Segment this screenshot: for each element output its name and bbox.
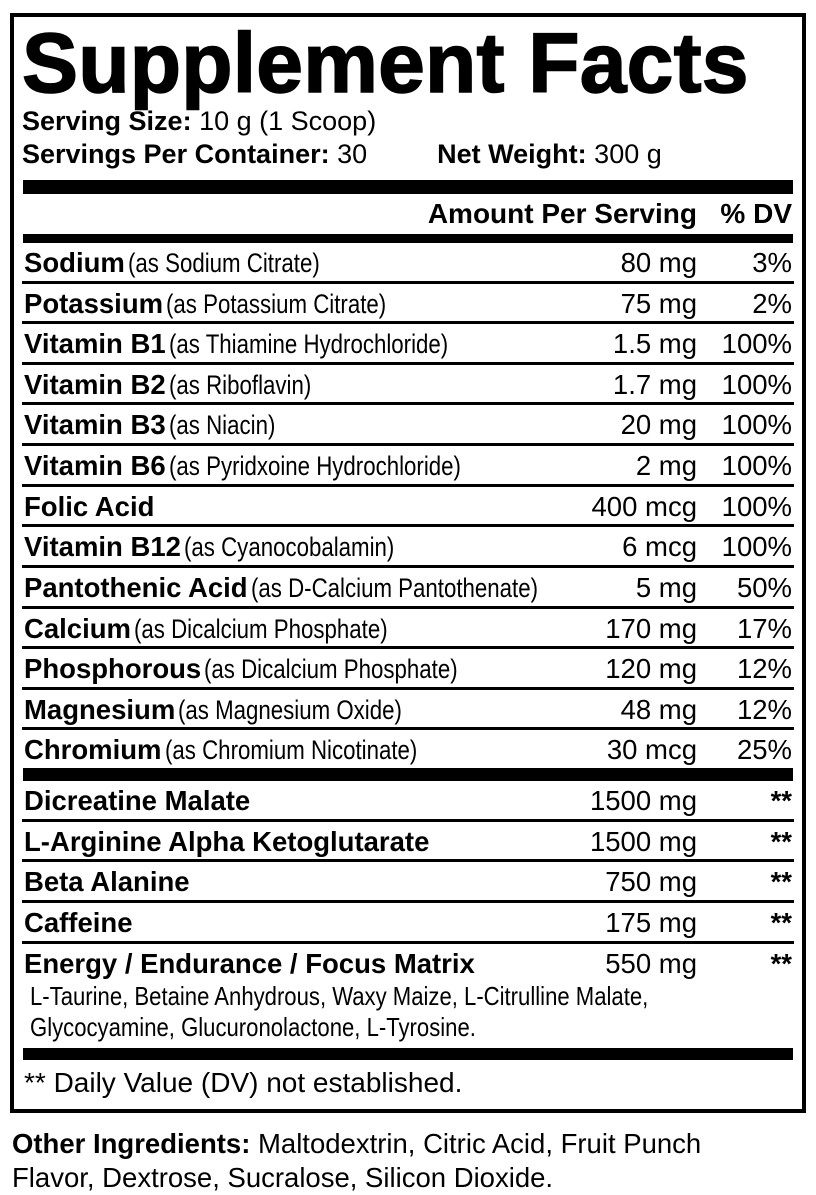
nutrient-name: Vitamin B6 — [24, 450, 166, 481]
servings-per-container — [22, 138, 367, 171]
panel-title: Supplement Facts — [22, 16, 749, 110]
nutrient-name: Pantothenic Acid — [24, 571, 248, 603]
blend-dv: ** — [770, 825, 792, 857]
table-row — [22, 862, 794, 903]
table-row — [22, 527, 794, 568]
nutrient-dv: 2% — [752, 287, 792, 319]
nutrient-amount: 2 mg — [635, 450, 697, 481]
nutrient-amount: 170 mg — [605, 612, 697, 644]
table-row — [22, 487, 794, 528]
table-row — [22, 822, 794, 863]
nutrient-name: Vitamin B12 — [24, 531, 181, 563]
nutrient-source: (as Cyanocobalamin) — [183, 532, 395, 563]
servings-per-container-label: Servings Per Container: — [22, 138, 330, 169]
other-ingredients — [12, 1127, 767, 1195]
nutrient-source: (as Potassium Citrate) — [166, 288, 387, 319]
nutrient-name: Calcium — [24, 612, 131, 644]
blend-dv: ** — [770, 866, 792, 898]
nutrient-amount: 30 mcg — [606, 734, 697, 766]
nutrient-name: Vitamin B3 — [24, 409, 166, 441]
divider-bar-blend-section — [23, 768, 793, 781]
nutrient-name: Chromium — [24, 734, 162, 766]
nutrient-dv: 25% — [736, 734, 792, 766]
table-row — [22, 690, 794, 731]
nutrient-dv: 100% — [721, 409, 792, 441]
blend-name: Dicreatine Malate — [24, 785, 251, 816]
blend-name: Beta Alanine — [24, 866, 190, 898]
nutrient-dv: 12% — [736, 693, 792, 725]
nutrient-dv: 100% — [721, 531, 792, 563]
serving-size-label: Serving Size: — [22, 106, 192, 136]
nutrient-source: (as Dicalcium Phosphate) — [133, 613, 388, 644]
blend-amount: 750 mg — [605, 866, 697, 898]
nutrient-name: Phosphorous — [24, 653, 202, 685]
nutrient-amount: 48 mg — [620, 693, 697, 725]
matrix-amount: 550 mg — [605, 947, 697, 979]
nutrient-name: Potassium — [24, 287, 164, 319]
nutrient-source: (as Magnesium Oxide) — [178, 694, 403, 725]
matrix-sub-ingredients: L-Taurine, Betaine Anhydrous, Waxy Maize, L-Citrulline Malate, Glycocyamine, Glucuronolactone, L-Tyrosine. — [30, 981, 649, 1042]
nutrient-dv: 100% — [721, 328, 792, 360]
column-header-row — [22, 194, 794, 234]
nutrient-name: Magnesium — [24, 693, 176, 725]
percent-dv-header: % DV — [720, 197, 792, 229]
serving-size-value: 10 g (1 Scoop) — [199, 106, 377, 136]
nutrient-name: Folic Acid — [24, 490, 155, 522]
table-row — [22, 649, 794, 690]
table-row — [22, 568, 794, 609]
other-ingredients-value: Maltodextrin, Citric Acid, Fruit Punch Flavor, Dextrose, Sucralose, Silicon Dioxide. — [12, 1128, 702, 1194]
table-row — [22, 781, 794, 822]
table-row — [22, 284, 794, 325]
nutrient-name: Vitamin B2 — [24, 368, 166, 400]
net-weight-label: Net Weight: — [437, 138, 587, 169]
nutrient-source: (as Dicalcium Phosphate) — [204, 654, 458, 685]
blend-name: L-Arginine Alpha Ketoglutarate — [24, 825, 430, 857]
blend-dv: ** — [770, 906, 792, 938]
table-row — [22, 324, 794, 365]
servings-per-container-value: 30 — [337, 138, 368, 169]
nutrient-amount: 75 mg — [620, 287, 697, 319]
table-row — [22, 903, 794, 944]
servings-net-weight-line — [22, 138, 794, 171]
table-row — [22, 446, 794, 487]
nutrient-dv: 17% — [736, 612, 792, 644]
nutrient-dv: 50% — [736, 571, 792, 603]
nutrient-dv: 100% — [721, 490, 792, 522]
nutrient-name: Sodium — [24, 246, 125, 278]
table-row — [22, 609, 794, 650]
nutrient-source: (as Chromium Nicotinate) — [164, 735, 417, 766]
net-weight — [437, 138, 662, 171]
matrix-dv: ** — [770, 947, 792, 979]
blend-amount: 175 mg — [605, 906, 697, 938]
nutrient-source: (as Pyridxoine Hydrochloride) — [168, 451, 461, 481]
nutrient-source: (as D-Calcium Pantothenate) — [250, 572, 538, 603]
nutrient-amount: 1.7 mg — [612, 368, 697, 400]
table-row — [22, 944, 794, 980]
nutrient-amount: 120 mg — [605, 653, 697, 685]
nutrient-dv: 3% — [752, 246, 792, 278]
divider-bar-thick-top — [23, 180, 793, 194]
nutrient-dv: 100% — [721, 450, 792, 481]
blend-name: Caffeine — [24, 906, 133, 938]
nutrient-amount: 400 mcg — [591, 490, 697, 522]
nutrient-source: (as Niacin) — [168, 410, 276, 441]
nutrient-amount: 1.5 mg — [612, 328, 697, 360]
amount-per-serving-header: Amount Per Serving — [427, 197, 697, 229]
other-ingredients-label: Other Ingredients: — [12, 1128, 251, 1160]
nutrient-dv: 100% — [721, 368, 792, 400]
nutrient-amount: 20 mg — [620, 409, 697, 441]
nutrient-amount: 5 mg — [635, 571, 697, 603]
table-row — [22, 243, 794, 284]
table-row — [22, 365, 794, 406]
nutrient-source: (as Thiamine Hydrochloride) — [168, 329, 448, 360]
nutrient-amount: 80 mg — [620, 246, 697, 278]
divider-bar-under-header — [23, 234, 793, 243]
nutrient-dv: 12% — [736, 653, 792, 685]
net-weight-value: 300 g — [594, 138, 662, 169]
matrix-name: Energy / Endurance / Focus Matrix — [24, 947, 475, 979]
daily-value-footnote: ** Daily Value (DV) not established. — [24, 1067, 463, 1099]
table-row — [22, 405, 794, 446]
table-row — [22, 730, 794, 768]
supplement-facts-panel — [10, 13, 806, 1113]
divider-bar-footnote — [23, 1048, 793, 1060]
blend-amount: 1500 mg — [589, 825, 697, 857]
blend-dv: ** — [770, 785, 792, 816]
blend-amount: 1500 mg — [589, 785, 697, 816]
nutrient-name: Vitamin B1 — [24, 328, 166, 360]
nutrient-source: (as Riboflavin) — [168, 369, 311, 400]
nutrient-amount: 6 mcg — [622, 531, 697, 563]
nutrient-source: (as Sodium Citrate) — [127, 247, 320, 278]
